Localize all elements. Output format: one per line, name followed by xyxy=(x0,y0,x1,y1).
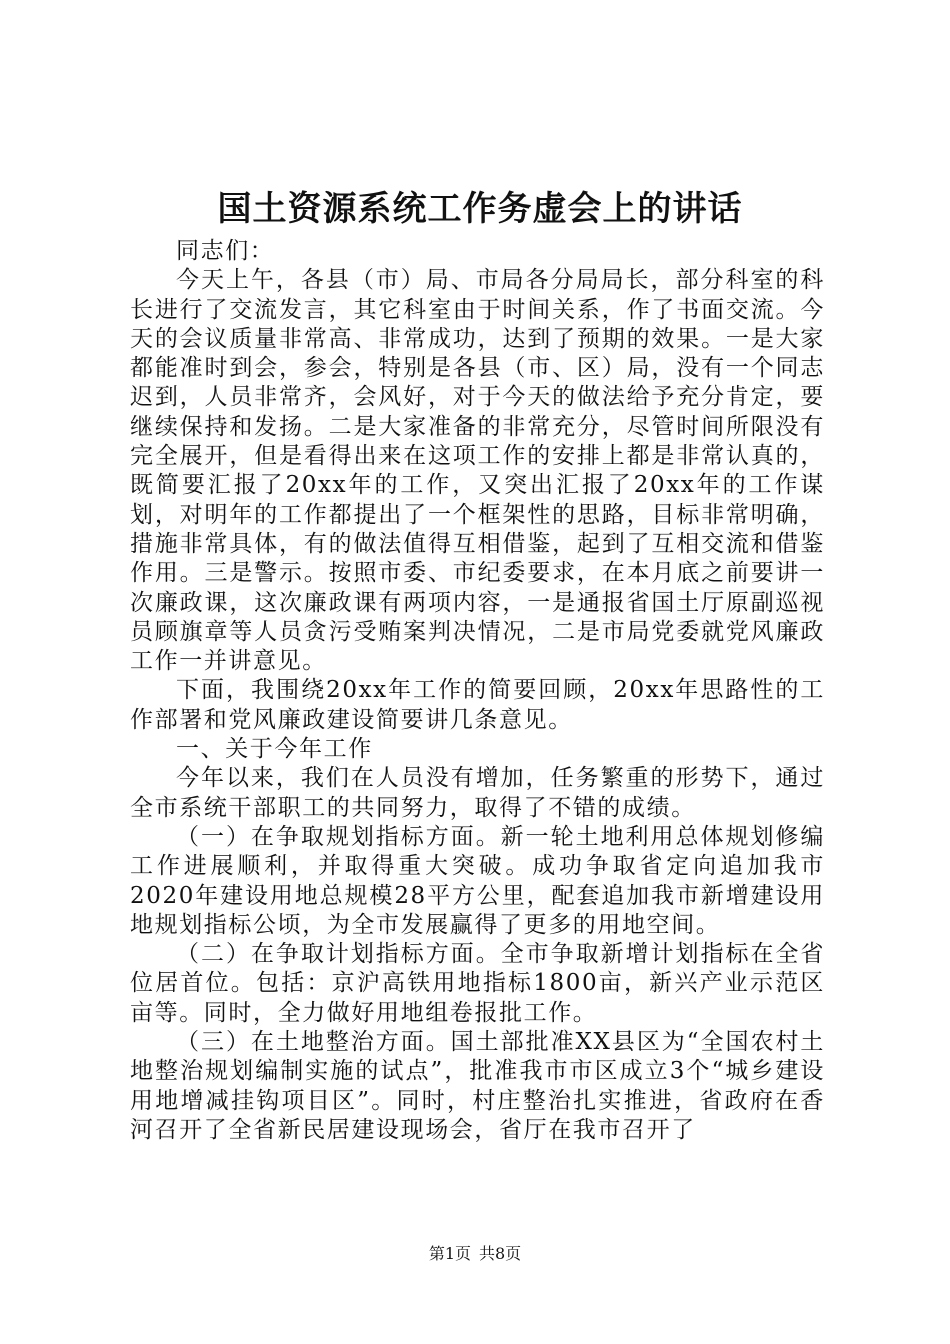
paragraph: （一）在争取规划指标方面。新一轮土地利用总体规划修编工作进展顺利，并取得重大突破。成功争取省定向追加我市2020年建设用地总规模28平方公里，配套追加我市新增建设用地规划指标公顷，为全市发展赢得了更多的用地空间。 xyxy=(130,823,825,938)
page-total: 共8页 xyxy=(479,1244,522,1263)
paragraph: （三）在土地整治方面。国土部批准XX县区为“全国农村土地整治规划编制实施的试点”，批准我市市区成立3个“城乡建设用地增减挂钩项目区”。同时，村庄整治扎实推进，省政府在香河召开了全省新民居建设现场会，省厅在我市召开了 xyxy=(130,1029,825,1143)
section-heading: 一、关于今年工作 xyxy=(176,736,373,763)
document-title: 国土资源系统工作务虚会上的讲话 xyxy=(217,189,743,229)
paragraph: 今天上午，各县（市）局、市局各分局局长，部分科室的科长进行了交流发言，其它科室由于时间关系，作了书面交流。今天的会议质量非常高、非常成功，达到了预期的效果。一是大家都能准时到会，参会，特别是各县（市、区）局，没有一个同志迟到，人员非常齐，会风好，对于今天的做法给予充分肯定，要继续保持和发扬。二是大家准备的非常充分，尽管时间所限没有完全展开，但是看得出来在这项工作的安排上都是非常认真的，既简要汇报了20xx年的工作，又突出汇报了20xx年的工作谋划，对明年的工作都提出了一个框架性的思路，目标非常明确，措施非常具体，有的做法值得互相借鉴，起到了互相交流和借鉴作用。三是警示。按照市委、市纪委要求，在本月底之前要讲一次廉政课，这次廉政课有两项内容，一是通报省国土厅原副巡视员顾旗章等人员贪污受贿案判决情况，二是市局党委就党风廉政工作一并讲意见。 xyxy=(130,267,825,675)
paragraph: 今年以来，我们在人员没有增加，任务繁重的形势下，通过全市系统干部职工的共同努力，取得了不错的成绩。 xyxy=(130,765,825,821)
salutation: 同志们： xyxy=(176,238,275,264)
page-footer xyxy=(0,1244,950,1264)
page-number: 第1页 xyxy=(428,1244,471,1263)
paragraph: （二）在争取计划指标方面。全市争取新增计划指标在全省位居首位。包括：京沪高铁用地指标1800亩，新兴产业示范区亩等。同时，全力做好用地组卷报批工作。 xyxy=(130,941,825,1026)
paragraph: 下面，我围绕20xx年工作的简要回顾，20xx年思路性的工作部署和党风廉政建设简要讲几条意见。 xyxy=(130,677,825,733)
document-body xyxy=(130,237,825,1145)
